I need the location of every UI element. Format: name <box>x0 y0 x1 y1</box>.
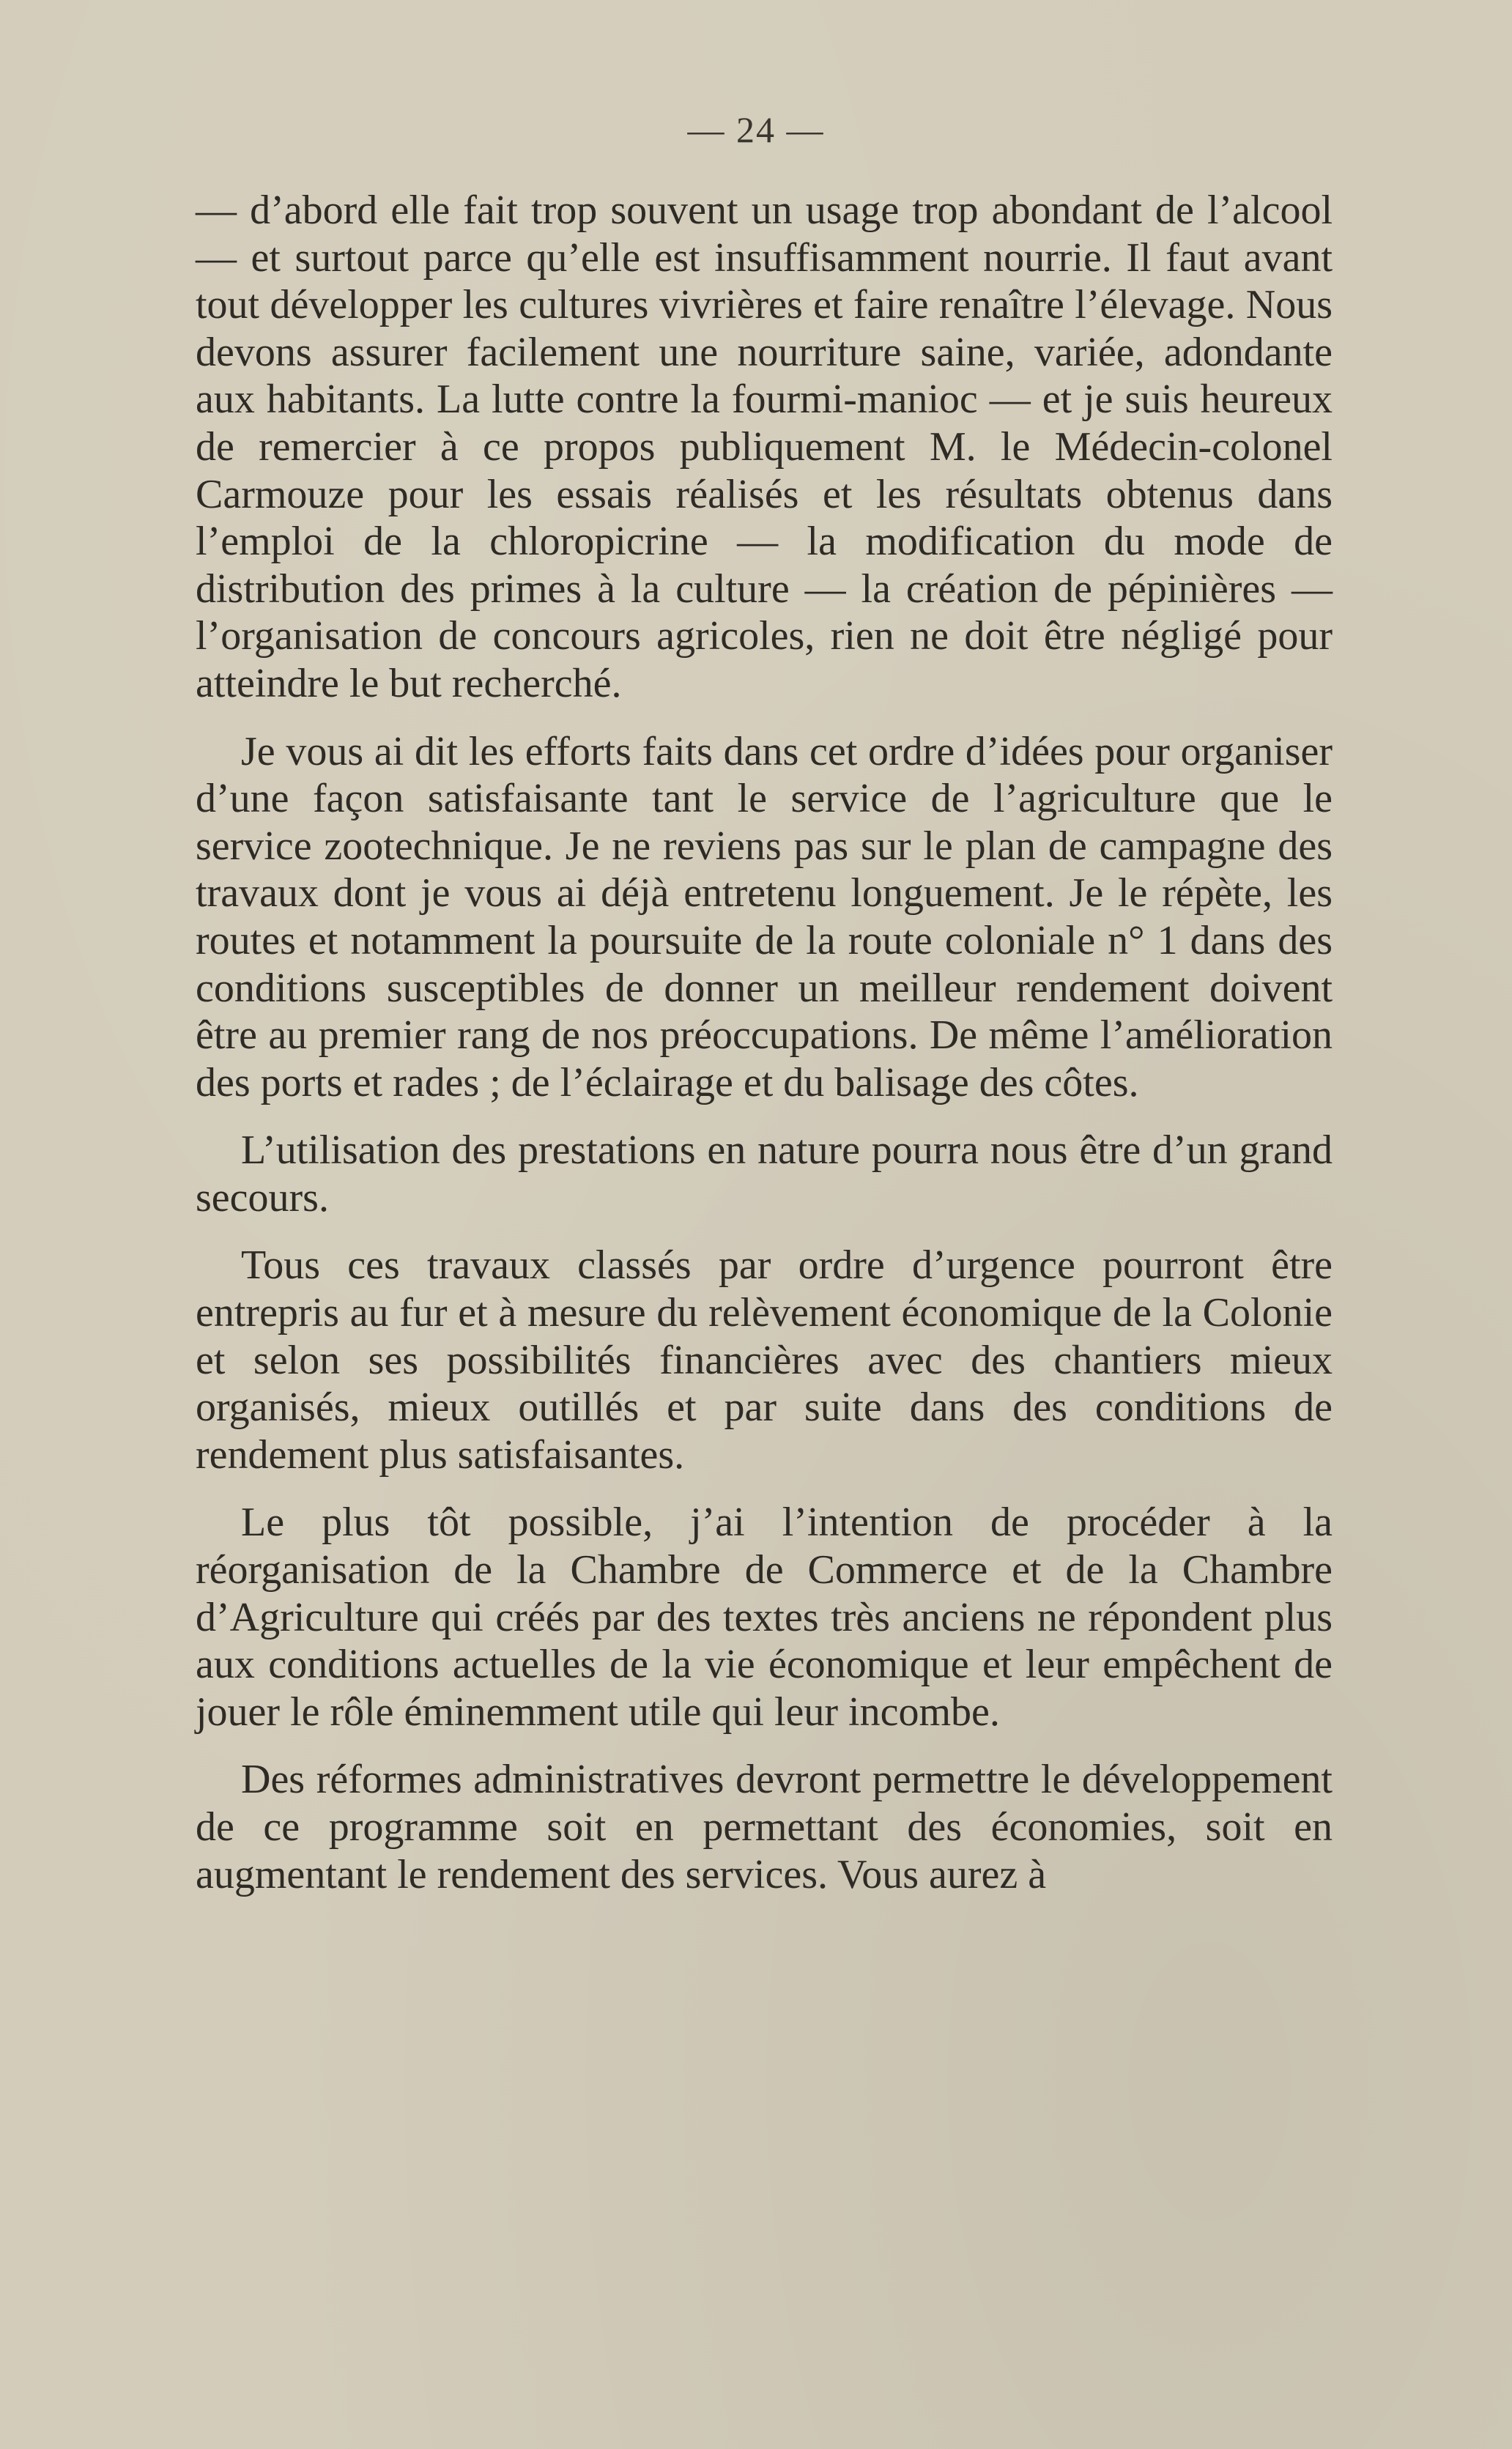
paragraph-6: Des réformes administratives devront permettre le développement de ce programme soit en permettant des économies, soit en augmentant le rendement des services. Vous aurez à <box>196 1757 1333 1897</box>
paragraph-4: Tous ces travaux classés par ordre d’urgence pourront être entrepris au fur et à mesure du relèvement économique de la Colonie et selon ses possibilités financières avec des chantiers mieux organisés, mieux outillés et par suite dans des conditions de rendement plus satisfaisantes. <box>196 1242 1333 1478</box>
body-text <box>196 187 1333 1919</box>
paragraph-5: Le plus tôt possible, j’ai l’intention de procéder à la réorganisation de la Chambre de Commerce et de la Chambre d’Agriculture qui créés par des textes très anciens ne répondent plus aux conditions actuelles de la vie économique et leur empêchent de jouer le rôle éminemment utile qui leur incombe. <box>196 1500 1333 1735</box>
paragraph-3: L’utilisation des prestations en nature pourra nous être d’un grand secours. <box>196 1127 1333 1220</box>
paragraph-1: — d’abord elle fait trop souvent un usage trop abondant de l’alcool — et surtout parce qu’elle est insuffisamment nourrie. Il faut avant tout développer les cultures vivrières et faire renaître l’élevage. Nous devons assurer facilement une nourriture saine, variée, adondante aux habitants. La lutte contre la fourmi-manioc — et je suis heureux de remercier à ce propos publiquement M. le Médecin-colonel Carmouze pour les essais réalisés et les résultats obtenus dans l’emploi de la chloropicrine — la modification du mode de distribution des primes à la culture — la création de pépinières — l’organisation de concours agricoles, rien ne doit être négligé pour atteindre le but recherché. <box>196 188 1333 706</box>
page-number: — 24 — <box>687 109 825 150</box>
paragraph-2: Je vous ai dit les efforts faits dans cet ordre d’idées pour organiser d’une façon satisfaisante tant le service de l’agriculture que le service zootechnique. Je ne reviens pas sur le plan de campagne des travaux dont je vous ai déjà entretenu longuement. Je le répète, les routes et notamment la poursuite de la route coloniale n° 1 dans des conditions susceptibles de donner un meilleur rendement doivent être au premier rang de nos préoccupations. De même l’amélioration des ports et rades ; de l’éclairage et du balisage des côtes. <box>196 728 1333 1105</box>
